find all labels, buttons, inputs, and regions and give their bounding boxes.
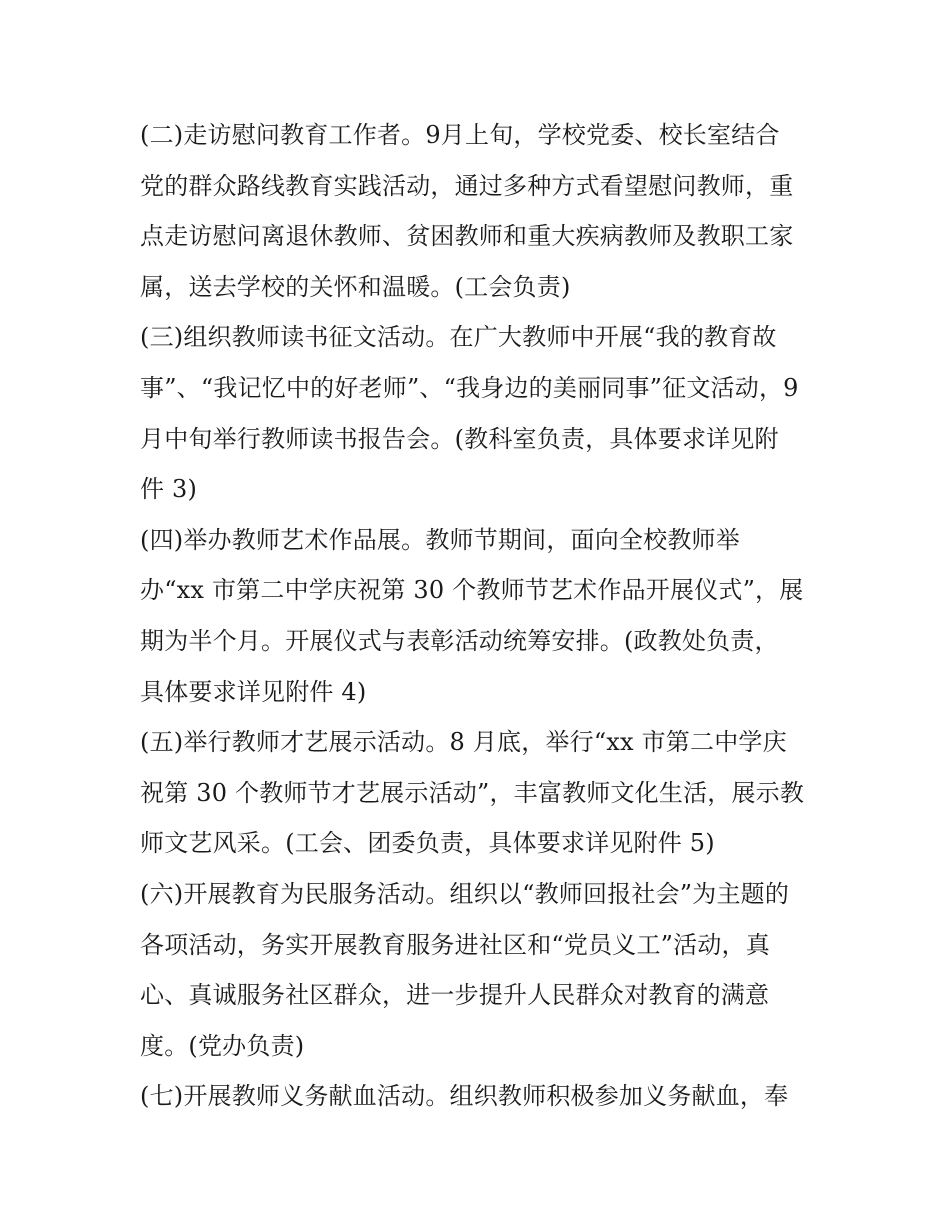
text-line-4: 属，送去学校的关怀和温暖。(工会负责) [140, 272, 571, 301]
text-line-11: 期为半个月。开展仪式与表彰活动统筹安排。(政教处负责， [140, 626, 779, 655]
text-line-16: (六)开展教育为民服务活动。组织以“教师回报社会”为主题的 [140, 879, 790, 908]
text-line-19: 度。(党办负责) [140, 1031, 305, 1060]
text-line-20: (七)开展教师义务献血活动。组织教师积极参加义务献血，奉 [140, 1082, 789, 1111]
text-line-17: 各项活动，务实开展教育服务进社区和“党员义工”活动，真 [140, 930, 770, 959]
text-line-5: (三)组织教师读书征文活动。在广大教师中开展“我的教育故 [140, 323, 777, 352]
text-line-8: 件 3) [140, 475, 198, 504]
text-line-13: (五)举行教师才艺展示活动。8 月底，举行“xx 市第二中学庆 [140, 728, 787, 757]
text-line-12: 具体要求详见附件 4) [140, 677, 367, 706]
text-line-1: (二)走访慰问教育工作者。9月上旬，学校党委、校长室结合 [140, 121, 780, 149]
text-line-14: 祝第 30 个教师节才艺展示活动”，丰富教师文化生活，展示教 [140, 778, 805, 807]
text-line-3: 点走访慰问离退休教师、贫困教师和重大疾病教师及教职工家 [140, 222, 794, 251]
text-line-15: 师文艺风采。(工会、团委负责，具体要求详见附件 5) [140, 829, 715, 858]
text-line-6: 事”、“我记忆中的好老师”、“我身边的美丽同事”征文活动，9 [140, 373, 799, 402]
text-line-18: 心、真诚服务社区群众，进一步提升人民群众对教育的满意 [140, 981, 770, 1010]
text-line-7: 月中旬举行教师读书报告会。(教科室负责，具体要求详见附 [140, 424, 779, 453]
text-line-10: 办“xx 市第二中学庆祝第 30 个教师节艺术作品开展仪式”，展 [140, 576, 804, 605]
document-body [140, 110, 820, 1122]
text-line-9: (四)举办教师艺术作品展。教师节期间，面向全校教师举 [140, 525, 740, 554]
text-line-2: 党的群众路线教育实践活动，通过多种方式看望慰问教师，重 [140, 171, 794, 200]
